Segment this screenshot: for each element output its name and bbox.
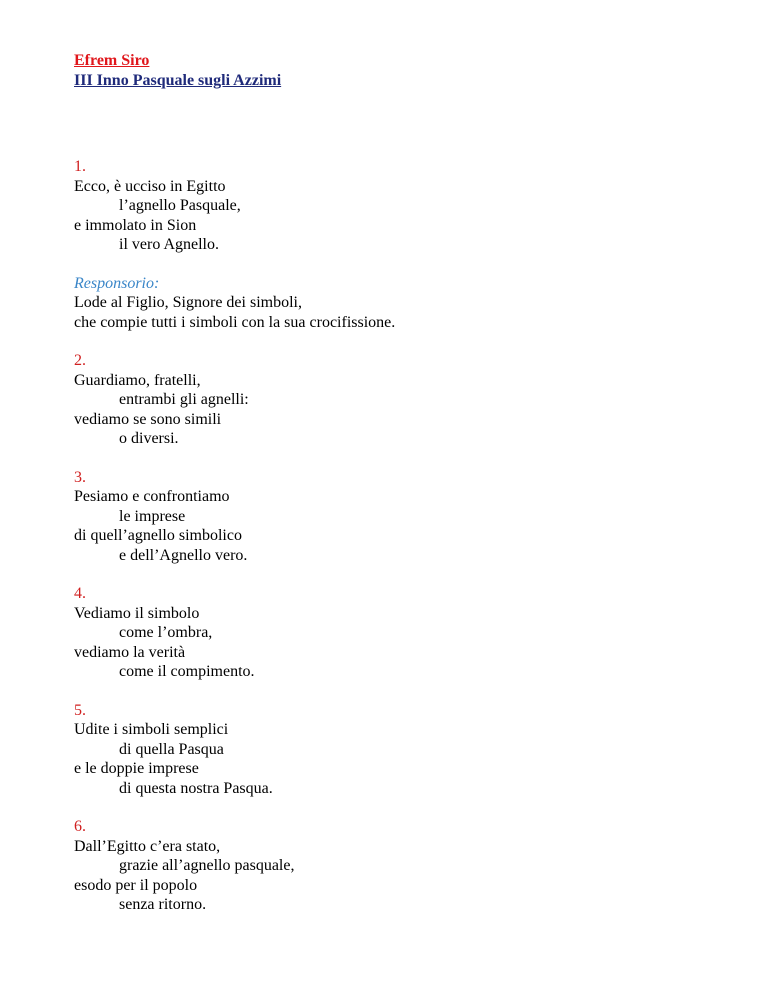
verse-line: vediamo la verità <box>74 643 186 661</box>
stanza-number: 6. <box>74 818 86 835</box>
verse-line: Guardiamo, fratelli, <box>74 371 201 389</box>
verse-line: Lode al Figlio, Signore dei simboli, <box>74 294 302 311</box>
verse-line: il vero Agnello. <box>119 236 219 253</box>
stanza <box>74 817 714 915</box>
stanza-number: 2. <box>74 352 86 369</box>
verse-line: esodo per il popolo <box>74 876 198 894</box>
verse-line: e le doppie imprese <box>74 760 199 777</box>
stanza-number: 3. <box>74 468 86 486</box>
verse-line: Dall’Egitto c’era stato, <box>74 837 221 855</box>
responsory-label: Responsorio: <box>74 274 160 292</box>
verse-line: senza ritorno. <box>119 896 207 913</box>
stanza-number: 4. <box>74 585 86 602</box>
verse-line: che compie tutti i simboli con la sua crocifissione. <box>74 313 396 331</box>
stanza <box>74 701 714 799</box>
spacer <box>74 91 714 157</box>
verse-line: Ecco, è ucciso in Egitto <box>74 177 226 195</box>
stanza <box>74 468 714 566</box>
responsory-block <box>74 274 714 333</box>
hymn-body <box>74 157 714 915</box>
verse-line: di quell’agnello simbolico <box>74 527 242 544</box>
verse-line: Vediamo il simbolo <box>74 604 200 622</box>
stanza <box>74 157 714 255</box>
author-heading: Efrem Siro <box>74 52 150 69</box>
stanza <box>74 584 714 682</box>
verse-line: come l’ombra, <box>119 624 213 641</box>
verse-line: grazie all’agnello pasquale, <box>119 857 295 874</box>
verse-line: vediamo se sono simili <box>74 410 222 428</box>
hymn-title: III Inno Pasquale sugli Azzimi <box>74 72 282 89</box>
verse-line: Udite i simboli semplici <box>74 721 229 738</box>
stanza-number: 1. <box>74 158 86 175</box>
verse-line: o diversi. <box>119 430 179 447</box>
verse-line: di questa nostra Pasqua. <box>119 779 273 797</box>
stanza <box>74 351 714 449</box>
verse-line: come il compimento. <box>119 663 255 680</box>
verse-line: e immolato in Sion <box>74 216 197 234</box>
verse-line: entrambi gli agnelli: <box>119 391 249 408</box>
verse-line: di quella Pasqua <box>119 740 224 758</box>
stanza-number: 5. <box>74 701 86 719</box>
verse-line: le imprese <box>119 507 186 525</box>
verse-line: Pesiamo e confrontiamo <box>74 488 230 505</box>
document-page <box>74 51 714 934</box>
verse-line: l’agnello Pasquale, <box>119 197 241 214</box>
verse-line: e dell’Agnello vero. <box>119 546 248 564</box>
